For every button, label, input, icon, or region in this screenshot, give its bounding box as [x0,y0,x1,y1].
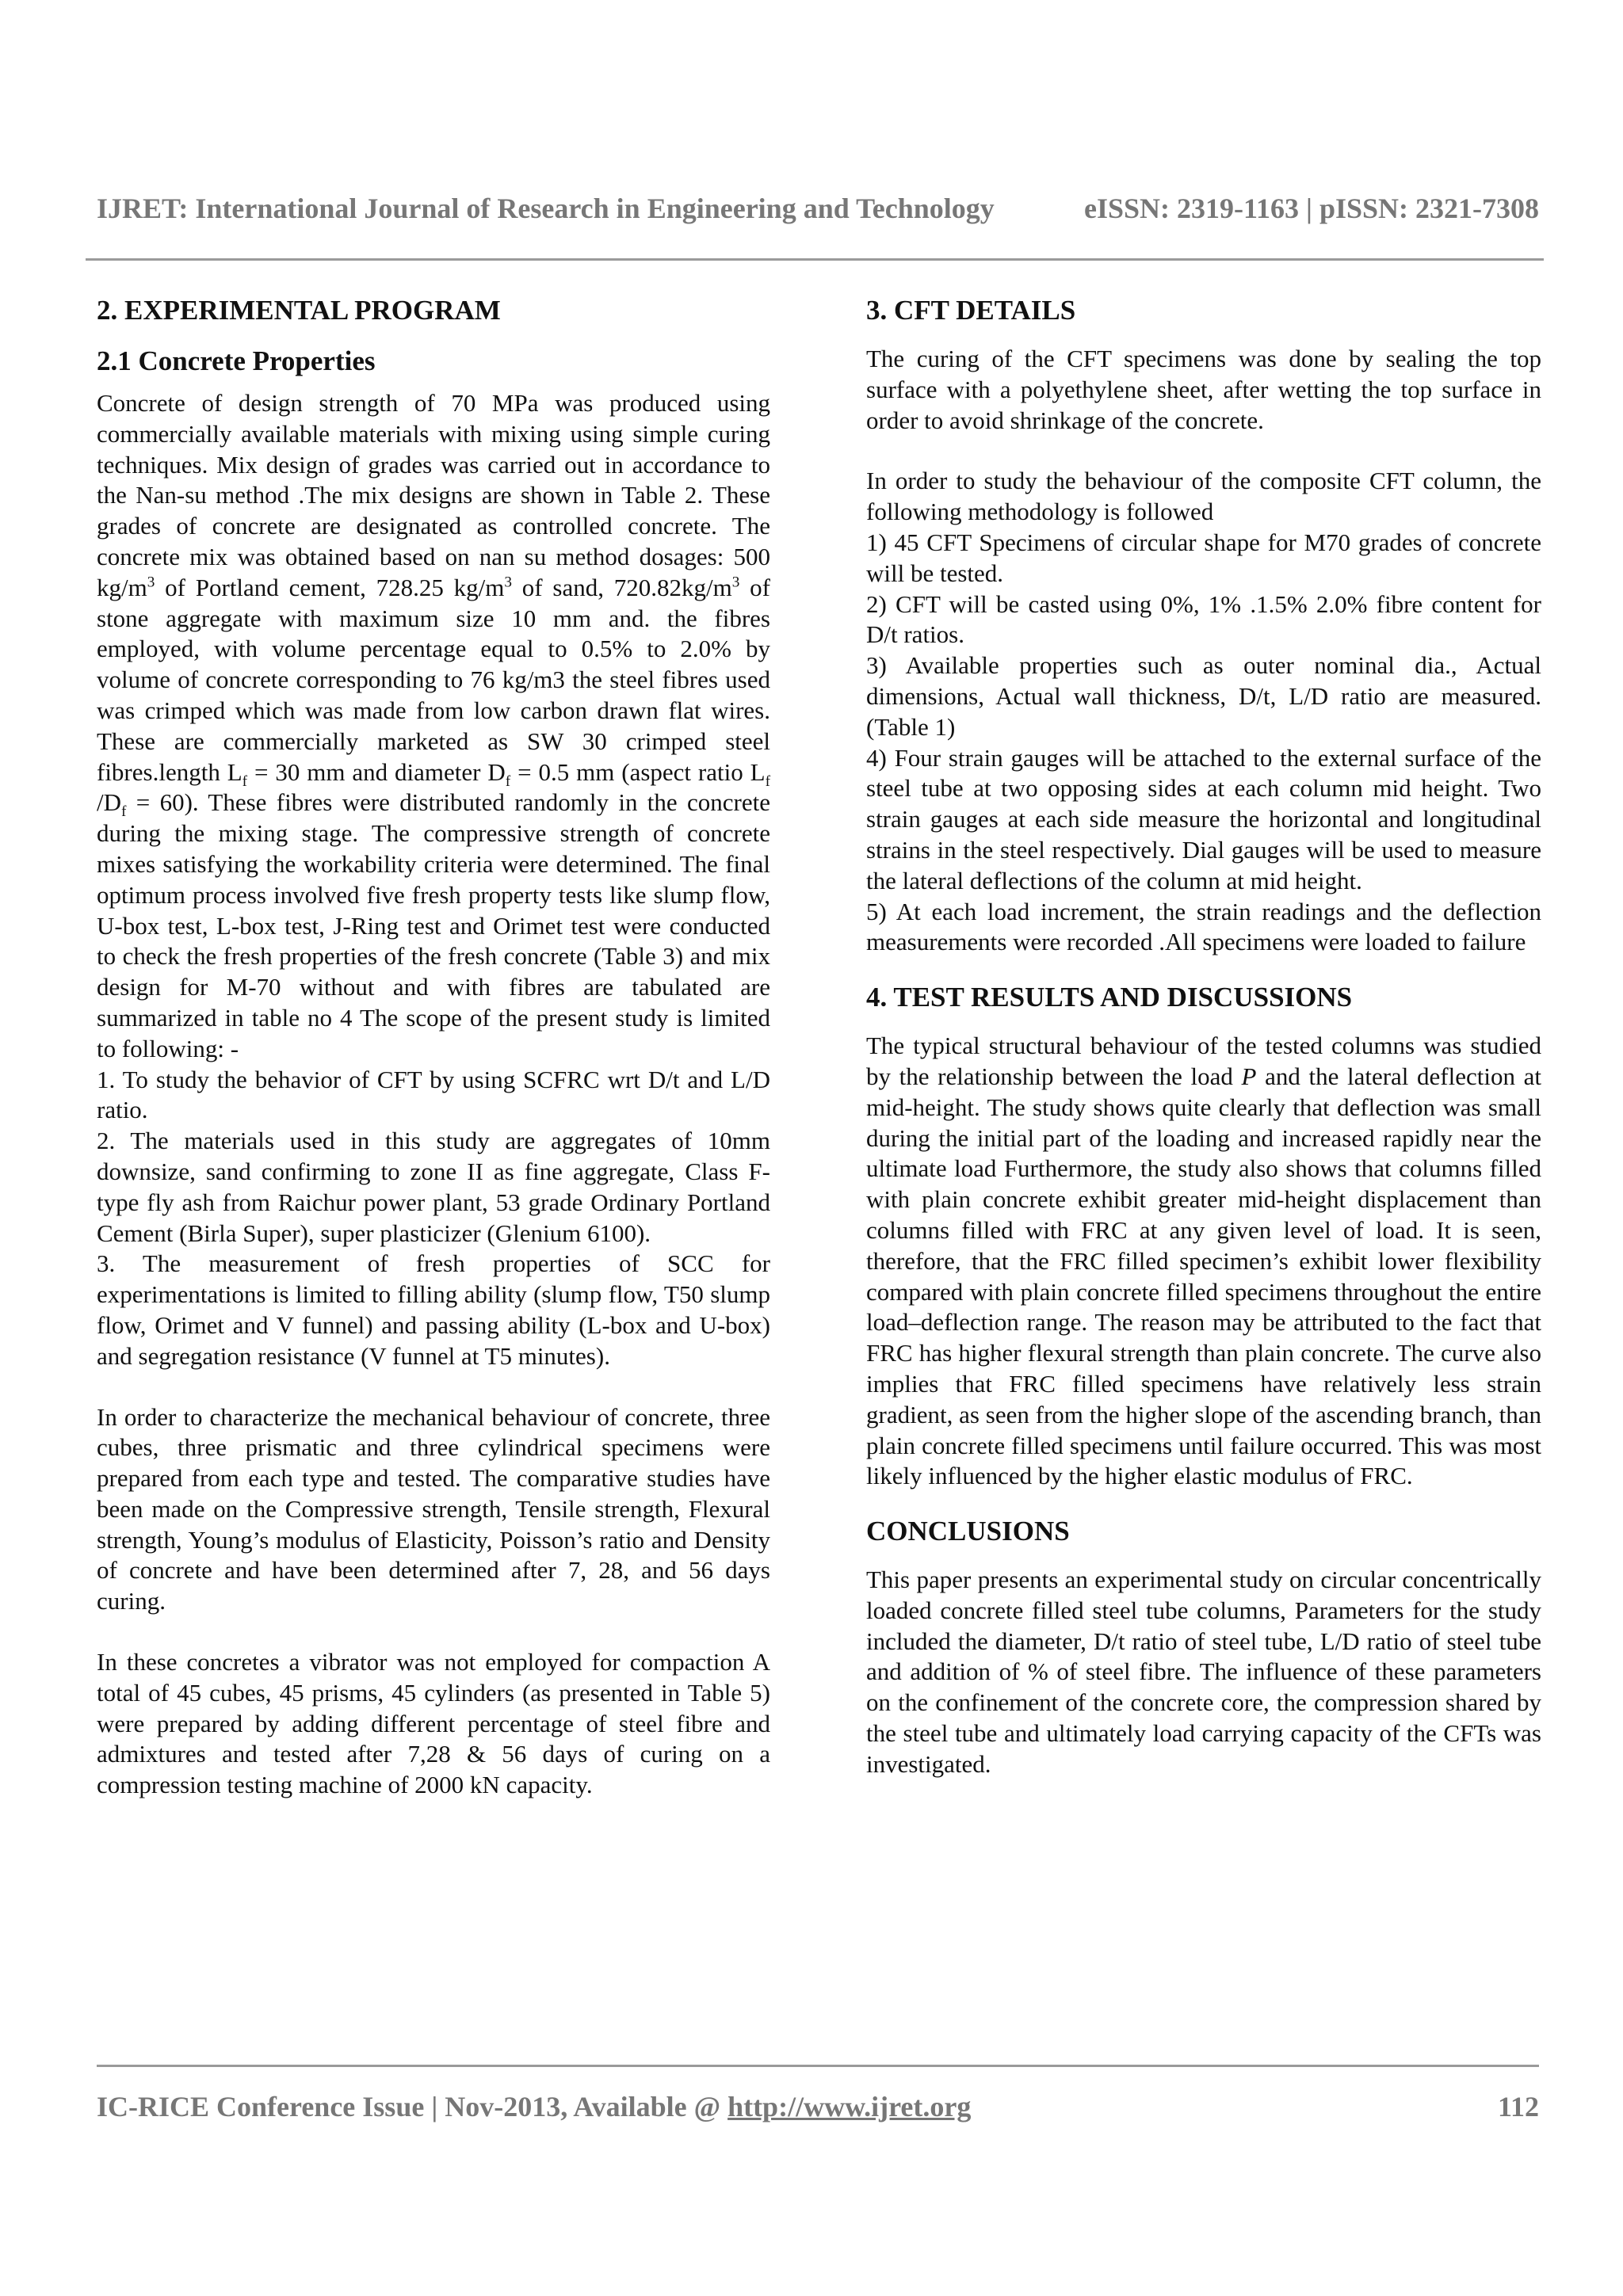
curing-paragraph: The curing of the CFT specimens was done by sealing the top surface with a polyethylene sheet, after wetting the top surface in order to avoid shrinkage of the concrete. [866,345,1541,434]
methodology-item-3: 3) Available properties such as outer nominal dia., Actual dimensions, Actual wall thickness, D/t, L/D ratio are measured. (Table 1) [866,651,1541,741]
footer-rule [97,2065,1539,2067]
journal-name: IJRET: International Journal of Research in Engineering and Technology [97,193,995,224]
section-4-title: 4. TEST RESULTS AND DISCUSSIONS [866,982,1353,1013]
running-footer [97,2090,1539,2123]
issn: eISSN: 2319-1163 | pISSN: 2321-7308 [1084,193,1539,224]
left-column [97,293,770,1801]
methodology-item-1: 1) 45 CFT Specimens of circular shape for M70 grades of concrete will be tested. [866,528,1541,587]
test-results-paragraph: The typical structural behaviour of the tested columns was studied by the relationship between the load P and the lateral deflection at mid-height. The study shows quite clearly that deflection was small during the initial part of the loading and increased rapidly near the ultimate load Furthermore, the study also shows that columns filled with plain concrete exhibit greater mid-height displacement than columns filled with FRC at any given level of load. It is seen, therefore, that the FRC filled specimen’s exhibit lower flexibility compared with plain concrete filled specimens throughout the entire load–deflection range. The reason may be attributed to the fact that FRC has higher flexural strength than plain concrete. The curve also implies that FRC filled specimens have relatively less strain gradient, as seen from the higher slope of the ascending branch, than plain concrete filled specimens until failure occurred. This was most likely influenced by the higher elastic modulus of FRC. [866,1032,1541,1490]
journal-link[interactable]: http://www.ijret.org [727,2091,972,2122]
conclusions-paragraph: This paper presents an experimental study on circular concentrically loaded concrete filled steel tube columns, Parameters for the study included the diameter, D/t ratio of steel tube, L/D ratio of steel tube and addition of % of steel fibre. The influence of these parameters on the confinement of the concrete core, the compression shared by the steel tube and ultimately load carrying capacity of the CFTs was investigated. [866,1566,1541,1778]
section-2-title: 2. EXPERIMENTAL PROGRAM [97,295,501,326]
methodology-item-5: 5) At each load increment, the strain readings and the deflection measurements were recorded .All specimens were loaded to failure [866,897,1541,956]
methodology-item-4: 4) Four strain gauges will be attached to the external surface of the steel tube at two opposing sides at each column mid height. Two strain gauges at each side measure the horizontal and longitudinal strains in the steel respectively. Dial gauges will be used to measure the lateral deflections of the column at mid height. [866,743,1541,894]
scope-item-2: 2. The materials used in this study are aggregates of 10mm downsize, sand confirming to zone II as fine aggregate, Class F-type fly ash from Raichur power plant, 53 grade Ordinary Portland Cement (Birla Super), super plasticizer (Glenium 6100). [97,1127,770,1247]
scope-item-1: 1. To study the behavior of CFT by using SCFRC wrt D/t and L/D ratio. [97,1065,770,1124]
right-column [866,293,1541,1780]
methodology-intro: In order to study the behaviour of the composite CFT column, the following methodology is followed [866,467,1541,526]
mechanical-behaviour-paragraph: In order to characterize the mechanical behaviour of concrete, three cubes, three prismatic and three cylindrical specimens were prepared from each type and tested. The comparative studies have been made on the Compressive strength, Tensile strength, Flexural strength, Young’s modulus of Elasticity, Poisson’s ratio and Density of concrete and have been determined after 7, 28, and 56 days curing. [97,1402,770,1615]
header-rule [86,258,1544,261]
concrete-properties-paragraph: Concrete of design strength of 70 MPa was produced using commercially available materials with mixing using simple curing techniques. Mix design of grades was carried out in accordance to the Nan-su method .The mix designs are shown in Table 2. These grades of concrete are designated as controlled concrete. The concrete mix was obtained based on nan su method dosages: 500 $kg/m^3$ of Portland cement, 728.25 $kg/m^3$ of sand, $720.82kg/m^3$ of stone aggregate with maximum size 10 mm and. the fibres employed, with volume percentage equal to 0.5% to 2.0% by volume of concrete corresponding to 76 kg/m3 the steel fibres used was crimped which was made from low carbon drawn flat wires. These are commercially marketed as SW 30 crimped steel fibres.length $L_f = 30$ mm and diameter $D_f = 0.5$ mm (aspect ratio $L_f$ $/D_f = 60$). These fibres were distributed randomly in the concrete during the mixing stage. The compressive strength of concrete mixes satisfying the workability criteria were determined. The final optimum process involved five fresh property tests like slump flow, U-box test, L-box test, J-Ring test and Orimet test were conducted to check the fresh properties of the fresh concrete (Table 3) and mix design for M-70 without and with fibres are tabulated are summarized in table no 4 The scope of the present study is limited to following: - [97,389,770,1062]
conference-info: IC-RICE Conference Issue | Nov-2013, Available @ http://www.ijret.org [97,2091,972,2122]
specimens-paragraph: In these concretes a vibrator was not employed for compaction A total of 45 cubes, 45 prisms, 45 cylinders (as presented in Table 5) were prepared by adding different percentage of steel fibre and admixtures and tested after 7,28 & 56 days of curing on a compression testing machine of 2000 kN capacity. [97,1648,770,1799]
section-3-title: 3. CFT DETAILS [866,295,1076,326]
section-2-1-title: 2.1 Concrete Properties [97,345,376,376]
scope-item-3: 3. The measurement of fresh properties of SCC for experimentations is limited to filling ability (slump flow, T50 slump flow, Orimet and V funnel) and passing ability (L-box and U-box) and segregation resistance (V funnel at T5 minutes). [97,1249,770,1370]
conclusions-title: CONCLUSIONS [866,1516,1070,1547]
methodology-item-2: 2) CFT will be casted using 0%, 1% .1.5% 2.0% fibre content for D/t ratios. [866,589,1541,649]
running-header [97,192,1539,225]
page-number: 112 [1497,2091,1539,2122]
